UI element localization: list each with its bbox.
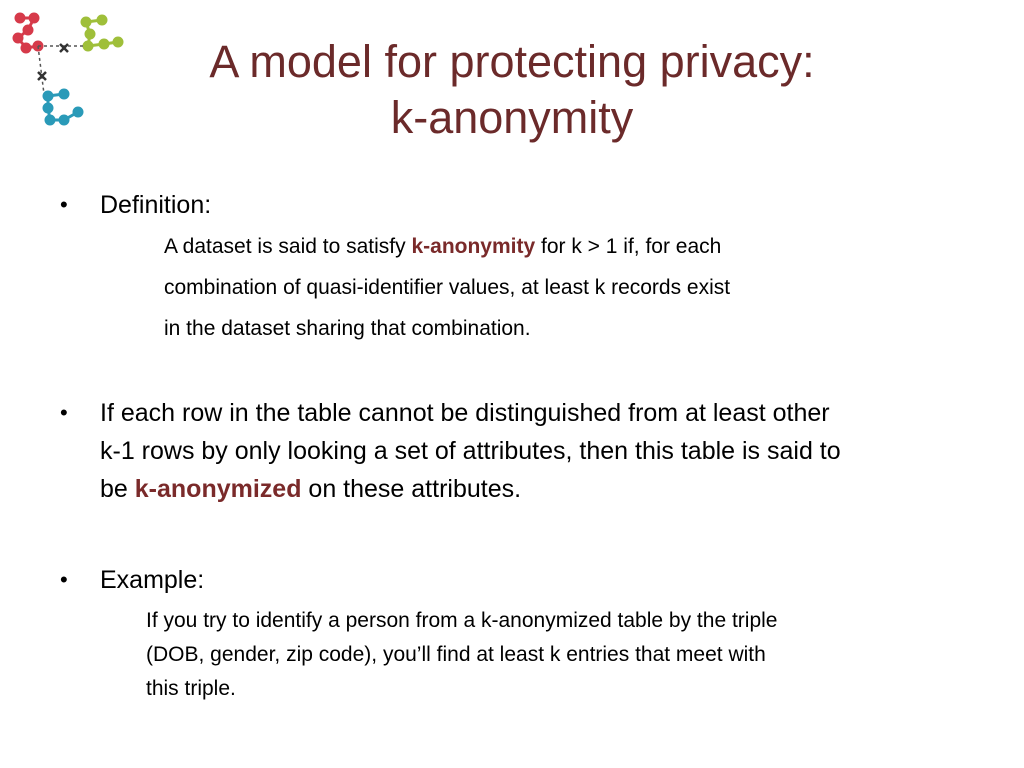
bullet2-line2: k-1 rows by only looking a set of attributes, then this table is said to xyxy=(100,437,841,465)
bullet-definition-label: Definition: xyxy=(100,191,212,219)
definition-line1-post: for k > 1 if, for each xyxy=(535,235,722,258)
network-graph-logo-icon xyxy=(6,8,130,130)
slide-title xyxy=(140,34,884,146)
bullet-icon: • xyxy=(60,567,68,592)
example-text xyxy=(146,604,966,706)
definition-line1-pre: A dataset is said to satisfy xyxy=(164,235,412,258)
example-line2: (DOB, gender, zip code), you’ll find at least k entries that meet with xyxy=(146,643,766,666)
bullet-example-label: Example: xyxy=(100,566,205,594)
slide-title-line1: A model for protecting privacy: xyxy=(209,36,815,87)
definition-line3: in the dataset sharing that combination. xyxy=(164,317,531,340)
definition-text xyxy=(164,226,984,349)
bullet-k-anonymized-text xyxy=(100,394,980,508)
definition-line1 xyxy=(164,226,984,267)
example-line1: If you try to identify a person from a k-anonymized table by the triple xyxy=(146,609,778,632)
example-line3: this triple. xyxy=(146,677,236,700)
definition-line2: combination of quasi-identifier values, at least k records exist xyxy=(164,276,731,299)
definition-highlight-k-anonymity: k-anonymity xyxy=(411,235,536,258)
bullet-icon: • xyxy=(60,192,68,217)
bullet-icon: • xyxy=(60,400,68,425)
bullet2-line3-pre: be xyxy=(100,475,135,503)
bullet2-highlight-k-anonymized: k-anonymized xyxy=(134,475,302,503)
bullet2-line3-post: on these attributes. xyxy=(301,475,522,503)
bullet2-line1: If each row in the table cannot be distinguished from at least other xyxy=(100,399,830,427)
bullet2-line3 xyxy=(100,470,980,508)
slide-title-line2: k-anonymity xyxy=(390,92,634,143)
